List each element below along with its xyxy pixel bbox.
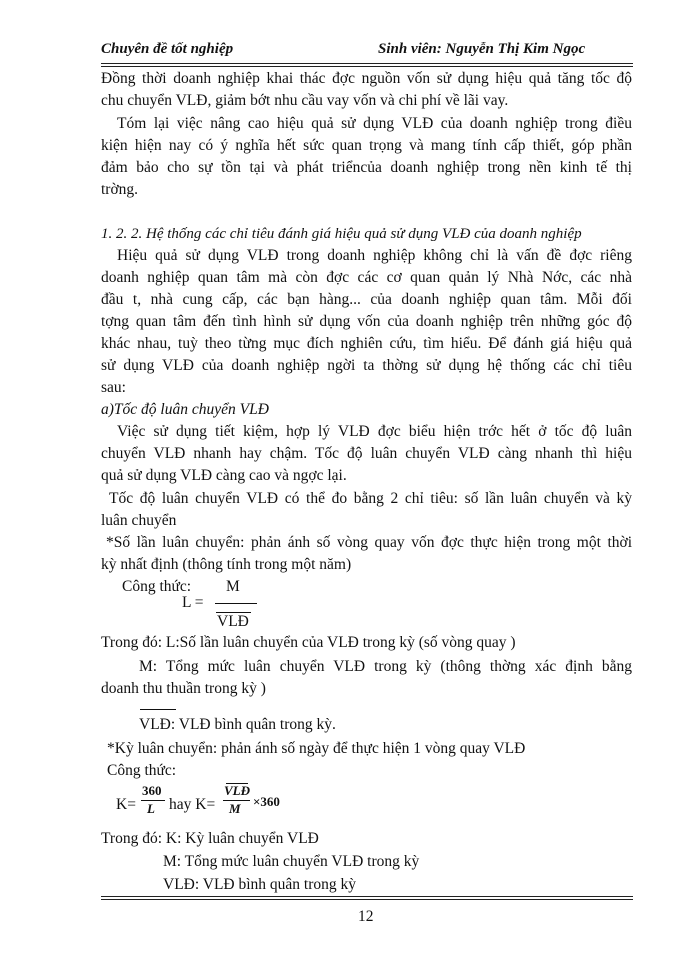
body-line: quả sử dụng VLĐ càng cao và ngợc lại. <box>101 467 347 484</box>
body-line: Trong đó: L:Số lần luân chuyển của VLĐ trong kỳ (số vòng quay ) <box>101 634 516 651</box>
body-line: đảm bảo cho sự tồn tại và phát triểncủa doanh nghiệp trong nền kinh tế thị <box>101 159 632 176</box>
formula2-den1: L <box>147 801 155 816</box>
body-line: tợng quan tâm đến tình hình sử dụng vốn của doanh nghiệp trên những góc độ <box>101 313 632 330</box>
formula2-num2: VLĐ <box>224 783 250 798</box>
header-rule <box>101 63 633 64</box>
formula2-k: K= <box>116 796 136 813</box>
body-line: doanh thu thuần trong kỳ ) <box>101 680 266 697</box>
body-line: Hiệu quả sử dụng VLĐ trong doanh nghiệp không chỉ là vấn đề đợc riêng <box>117 247 632 264</box>
body-line: Việc sử dụng tiết kiệm, hợp lý VLĐ đợc biểu hiện trớc hết ở tốc độ luân <box>117 423 632 440</box>
header-rule-2 <box>101 66 633 67</box>
formula-label: Công thức: <box>107 762 177 779</box>
body-line: M: Tổng mức luân chuyển VLĐ trong kỳ (thông thờng xác định bằng <box>139 658 632 675</box>
formula1-fraction-bar <box>215 603 257 604</box>
body-line: khác nhau, tuỳ theo từng mục đích nghiên cứu, tìm hiểu. Để đánh giá hiệu quả <box>101 335 632 352</box>
body-line: kỳ nhất định (thông tính trong một năm) <box>101 556 352 573</box>
formula2-hay: hay K= <box>169 796 216 813</box>
body-line: VLĐ: VLĐ bình quân trong kỳ. <box>139 716 336 733</box>
header-right: Sinh viên: Nguyễn Thị Kim Ngọc <box>378 41 586 57</box>
footer-rule-2 <box>101 899 633 900</box>
body-line: Trong đó: K: Kỳ luân chuyển VLĐ <box>101 830 319 847</box>
body-line: luân chuyển <box>101 512 177 529</box>
body-line: sau: <box>101 379 126 396</box>
body-line: M: Tổng mức luân chuyển VLĐ trong kỳ <box>163 853 420 870</box>
body-line: đầu t, nhà cung cấp, các bạn hàng... của doanh nghiệp quan tâm. Mỗi đối <box>101 291 632 308</box>
page-number: 12 <box>358 908 374 925</box>
body-line: chuyển VLĐ nhanh hay chậm. Tốc độ luân chuyển VLĐ càng nhanh thì hiệu <box>101 445 632 462</box>
section-heading: 1. 2. 2. Hệ thống các chỉ tiêu đánh giá hiệu quả sử dụng VLĐ của doanh nghiệp <box>101 226 582 242</box>
formula2-times: ×360 <box>253 794 280 809</box>
body-line: kiện hiện nay có ý nghĩa hết sức quan trọng và mang tính cấp thiết, góp phần <box>101 137 632 154</box>
subsection-heading: a)Tốc độ luân chuyển VLĐ <box>101 401 269 418</box>
formula2-den2: M <box>229 801 241 816</box>
formula1-lhs: L = <box>182 594 204 611</box>
formula2-num1: 360 <box>142 783 162 798</box>
formula1-denominator: VLĐ <box>217 613 249 630</box>
body-line: sử dụng VLĐ của doanh nghiệp ngời ta thờng sử dụng hệ thống các chỉ tiêu <box>101 357 632 374</box>
body-line: doanh nghiệp quan tâm mà còn đợc các cơ quan quản lý Nhà Nớc, các nhà <box>101 269 632 286</box>
body-line: VLĐ: VLĐ bình quân trong kỳ <box>163 876 357 893</box>
formula1-numerator: M <box>226 578 240 595</box>
footer-rule <box>101 896 633 897</box>
body-line: Tóm lại việc nâng cao hiệu quả sử dụng VLĐ của doanh nghiệp trong điều <box>117 115 632 132</box>
body-line: *Kỳ luân chuyển: phản ánh số ngày để thực hiện 1 vòng quay VLĐ <box>107 740 526 757</box>
formula-label: Công thức: <box>122 578 192 595</box>
vld-overline <box>140 709 176 710</box>
body-line: *Số lần luân chuyển: phản ánh số vòng quay vốn đợc thực hiện trong một thời <box>106 534 632 551</box>
header-left: Chuyên đề tốt nghiệp <box>101 41 234 57</box>
body-line: Tốc độ luân chuyển VLĐ có thể đo bằng 2 chỉ tiêu: số lần luân chuyển và kỳ <box>109 490 632 507</box>
body-line: Đồng thời doanh nghiệp khai thác đợc nguồn vốn sử dụng hiệu quả tăng tốc độ <box>101 70 632 87</box>
body-line: chu chuyển VLĐ, giảm bớt nhu cầu vay vốn và chi phí về lãi vay. <box>101 92 509 109</box>
body-line: trờng. <box>101 181 139 198</box>
